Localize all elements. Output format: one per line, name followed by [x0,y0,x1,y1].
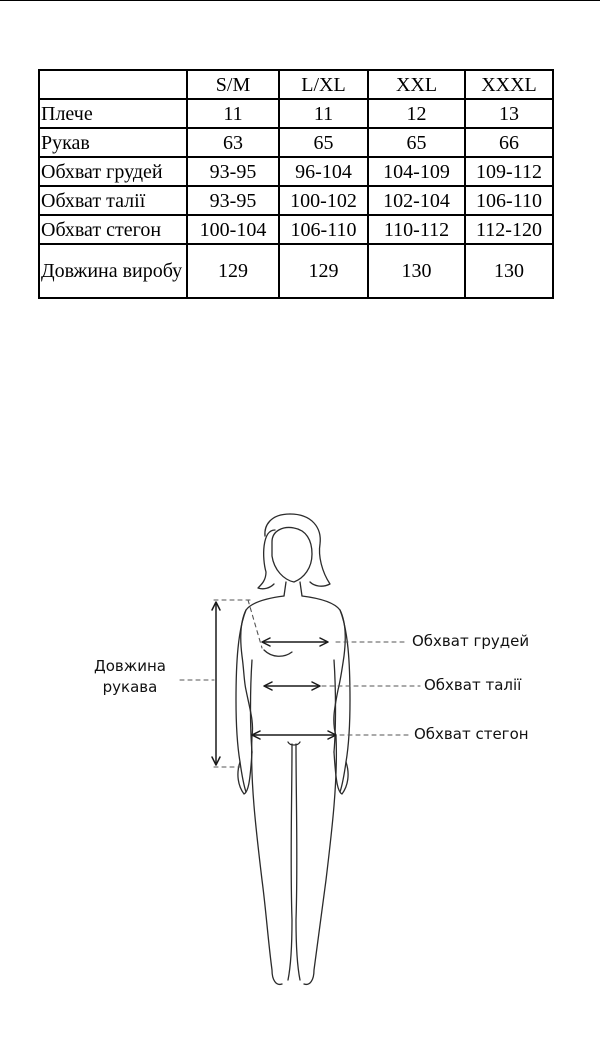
table-cell: 106-110 [465,186,553,215]
table-cell: 110-112 [368,215,465,244]
table-row [39,99,553,128]
body-measurement-figure [0,500,600,1000]
table-cell: 106-110 [279,215,368,244]
sleeve-length-label [82,656,178,698]
table-row [39,244,553,298]
row-label: Рукав [39,128,187,157]
table-cell: 66 [465,128,553,157]
crotch-outline [288,742,300,745]
table-row [39,186,553,215]
table-cell: 93-95 [187,157,279,186]
row-label: Обхват грудей [39,157,187,186]
table-cell: 11 [187,99,279,128]
table-cell: 130 [368,244,465,298]
table-cell: 63 [187,128,279,157]
table-row [39,157,553,186]
table-row [39,215,553,244]
right-leg-outline [304,736,336,984]
header-cell-lxl: L/XL [279,70,368,99]
chest-outline [264,650,292,656]
chest-label: Обхват грудей [412,632,530,650]
torso-outline [241,596,284,736]
table-cell: 13 [465,99,553,128]
header-cell-xxl: XXL [368,70,465,99]
hips-label: Обхват стегон [414,725,529,743]
table-cell: 65 [279,128,368,157]
sleeve-length-label-line1: Довжина [94,657,166,675]
face-outline [272,528,312,582]
table-row [39,128,553,157]
row-label: Обхват талії [39,186,187,215]
header-cell-sm: S/M [187,70,279,99]
waist-label: Обхват талії [424,676,522,694]
header-cell-xxxl: XXXL [465,70,553,99]
torso-outline [302,596,345,736]
inner-leg-outline [288,744,292,980]
left-leg-outline [252,736,282,984]
table-cell: 129 [279,244,368,298]
row-label: Плече [39,99,187,128]
table-cell: 112-120 [465,215,553,244]
body-silhouette-diagram [0,500,600,1000]
table-cell: 130 [465,244,553,298]
table-cell: 129 [187,244,279,298]
table-cell: 102-104 [368,186,465,215]
inner-leg-outline [296,744,300,980]
hair-outline [290,514,330,586]
size-table [38,69,554,299]
sleeve-length-label-line2: рукава [102,678,158,696]
header-cell-empty [39,70,187,99]
row-label: Обхват стегон [39,215,187,244]
table-cell: 12 [368,99,465,128]
top-border-line [0,0,600,1]
table-cell: 104-109 [368,157,465,186]
neck-outline [300,582,302,596]
sleeve-shoulder-dash [248,600,262,648]
table-cell: 109-112 [465,157,553,186]
table-cell: 100-104 [187,215,279,244]
row-label: Довжина виробу [39,244,187,298]
table-cell: 96-104 [279,157,368,186]
table-cell: 100-102 [279,186,368,215]
table-cell: 93-95 [187,186,279,215]
table-cell: 11 [279,99,368,128]
neck-outline [284,582,286,596]
table-header-row [39,70,553,99]
table-cell: 65 [368,128,465,157]
